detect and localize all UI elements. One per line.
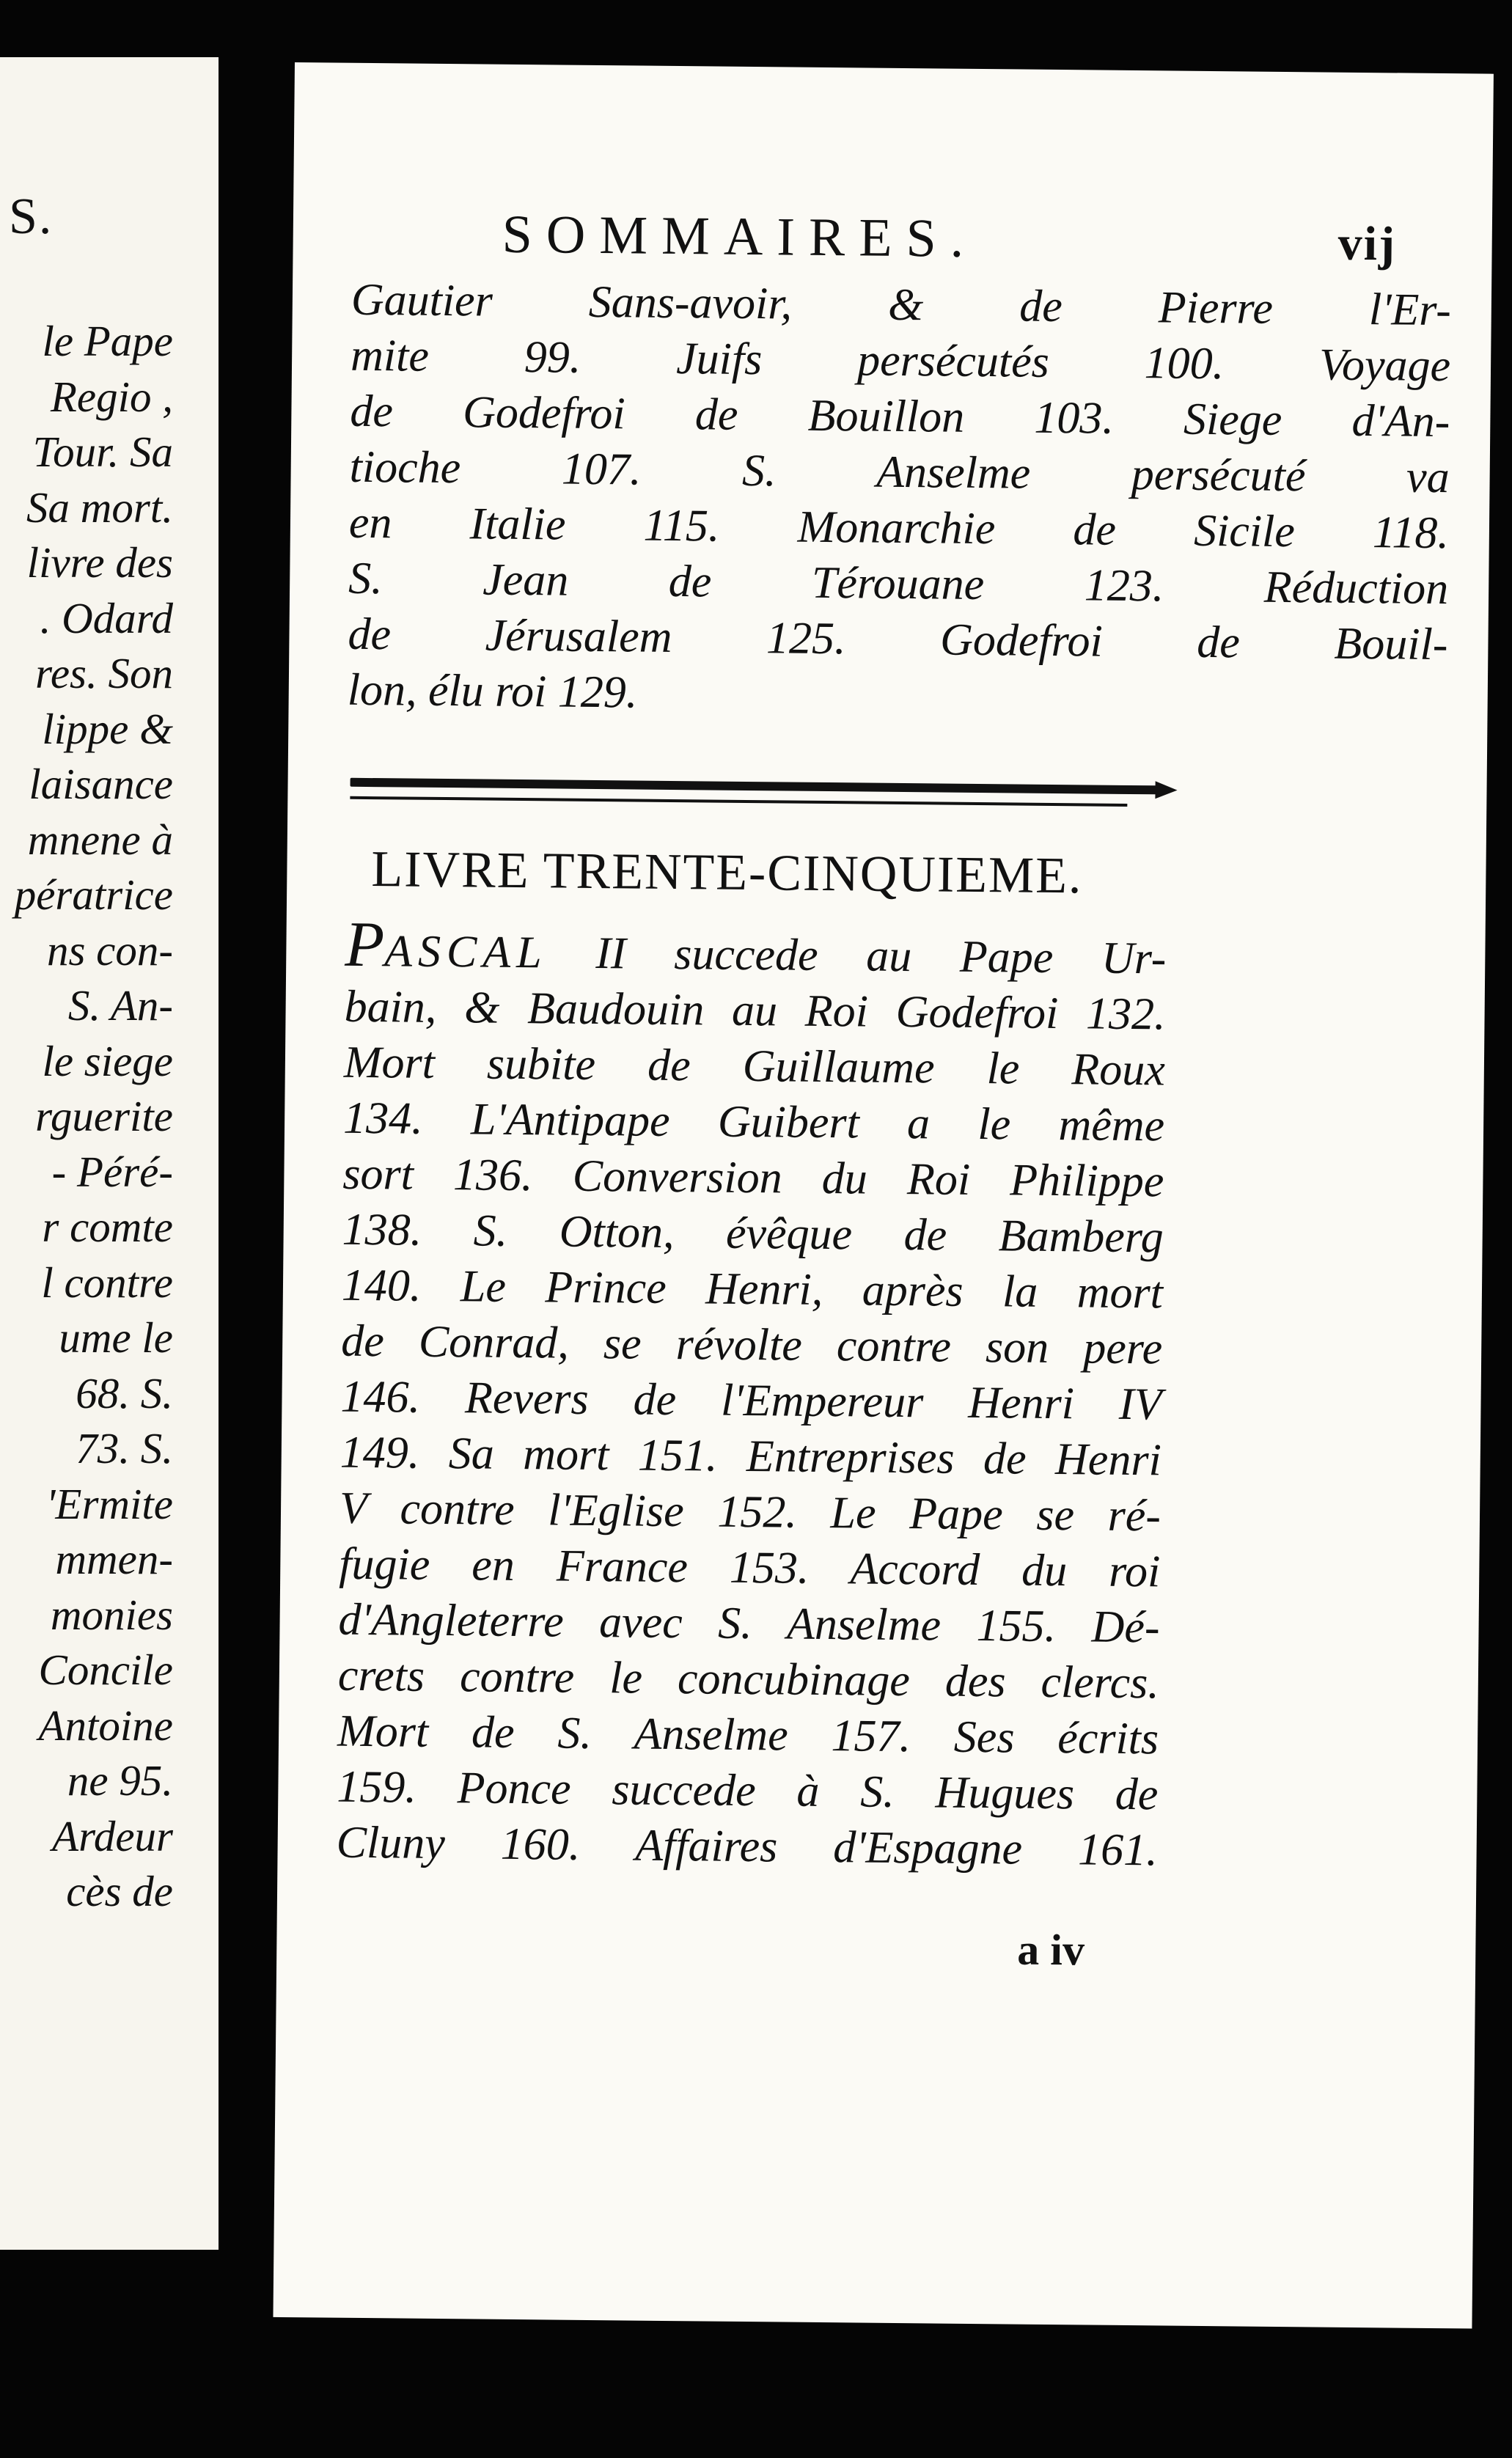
left-text-line: 68. S.	[76, 1368, 173, 1417]
left-text-line: lippe &	[42, 704, 173, 753]
text-line: de Godefroi de Bouillon 103. Siege d'An-	[350, 386, 1450, 447]
left-text-line: l contre	[41, 1258, 173, 1307]
text-line: 149. Sa mort 151. Entreprises de Henri	[340, 1427, 1162, 1486]
text-line: S. Jean de Térouane 123. Réduction	[348, 553, 1449, 614]
text-line: 159. Ponce succede à S. Hugues de	[337, 1761, 1159, 1820]
left-text-line: S. An-	[67, 981, 173, 1030]
left-text-line: ume le	[59, 1313, 173, 1362]
left-text-line: 73. S.	[76, 1424, 173, 1472]
text-line: sort 136. Conversion du Roi Philippe	[342, 1148, 1164, 1207]
left-text-line: pératrice	[14, 870, 173, 919]
left-page-running-head: S.	[9, 188, 54, 245]
text-line: Cluny 160. Affaires d'Espagne 161.	[336, 1817, 1158, 1876]
summary-paragraph	[336, 909, 1167, 1879]
text-line: lon, élu roi 129.	[347, 664, 638, 718]
text-line: Mort de S. Anselme 157. Ses écrits	[337, 1706, 1159, 1764]
text-line: d'Angleterre avec S. Anselme 155. Dé-	[338, 1594, 1160, 1653]
left-text-line: r comte	[42, 1203, 173, 1251]
left-text-line: ns con-	[46, 925, 173, 975]
catchword-signature: a iv	[1017, 1925, 1085, 1975]
text-line: 138. S. Otton, évêque de Bamberg	[342, 1204, 1164, 1263]
page-number: vij	[1337, 216, 1397, 271]
left-text-line: ne 95.	[67, 1756, 173, 1805]
left-text-line: Sa mort.	[26, 483, 173, 532]
text-line: V contre l'Eglise 152. Le Pape se ré-	[339, 1483, 1161, 1541]
running-head	[502, 204, 1456, 279]
left-text-line: res. Son	[35, 649, 173, 697]
left-text-line: 'Ermite	[45, 1479, 173, 1528]
section-divider-thick	[351, 778, 1157, 795]
left-text-line: Ardeur	[52, 1811, 173, 1860]
text-line: 146. Revers de l'Empereur Henri IV	[340, 1371, 1162, 1430]
text-line: bain, & Baudouin au Roi Godefroi 132.	[344, 981, 1166, 1040]
text-line: en Italie 115. Monarchie de Sicile 118.	[348, 497, 1450, 559]
left-text-line: - Péré-	[51, 1147, 173, 1196]
left-page-text	[15, 314, 173, 1920]
text-line: mite 99. Juifs persécutés 100. Voyage	[350, 330, 1451, 392]
left-text-line: monies	[50, 1590, 173, 1639]
text-line: Gautier Sans-avoir, & de Pierre l'Er-	[351, 274, 1452, 336]
left-text-line: le siege	[42, 1036, 173, 1085]
summary-paragraph-continued	[347, 272, 1451, 728]
left-text-line: Antoine	[38, 1701, 173, 1750]
left-text-line: le Pape	[42, 317, 173, 365]
first-line-rest: II succede au Pape Ur-	[547, 928, 1167, 984]
left-text-line: rguerite	[35, 1092, 173, 1140]
left-text-line: laisance	[29, 760, 173, 808]
section-title: LIVRE TRENTE-CINQUIEME.	[371, 841, 1083, 905]
drop-cap: P	[344, 909, 385, 981]
text-line: tioche 107. S. Anselme persécuté va	[349, 441, 1450, 503]
text-line: fugie en France 153. Accord du roi	[339, 1538, 1161, 1597]
text-line: 134. L'Antipape Guibert a le même	[342, 1093, 1165, 1151]
left-text-line: livre des	[26, 538, 173, 587]
left-text-line: Regio ,	[50, 372, 173, 421]
running-title: SOMMAIRES.	[502, 204, 978, 269]
smallcaps-word: ASCAL	[383, 926, 548, 978]
text-line: de Jérusalem 125. Godefroi de Bouil-	[348, 609, 1448, 670]
text-line-first	[344, 909, 1167, 987]
left-page	[0, 57, 219, 2250]
left-text-line: . Odard	[40, 593, 173, 642]
left-text-line: Concile	[38, 1646, 173, 1694]
text-line: Mort subite de Guillaume le Roux	[343, 1037, 1166, 1096]
left-text-line: Tour. Sa	[32, 428, 173, 476]
left-text-line: cès de	[66, 1867, 173, 1915]
left-text-line: mnene à	[27, 815, 173, 864]
text-line: 140. Le Prince Henri, après la mort	[341, 1260, 1164, 1318]
section-divider-thin	[350, 796, 1127, 807]
right-page	[273, 62, 1493, 2329]
left-text-line: mmen-	[55, 1535, 173, 1583]
text-line: de Conrad, se révolte contre son pere	[340, 1316, 1163, 1374]
text-line: crets contre le concubinage des clercs.	[337, 1650, 1160, 1709]
